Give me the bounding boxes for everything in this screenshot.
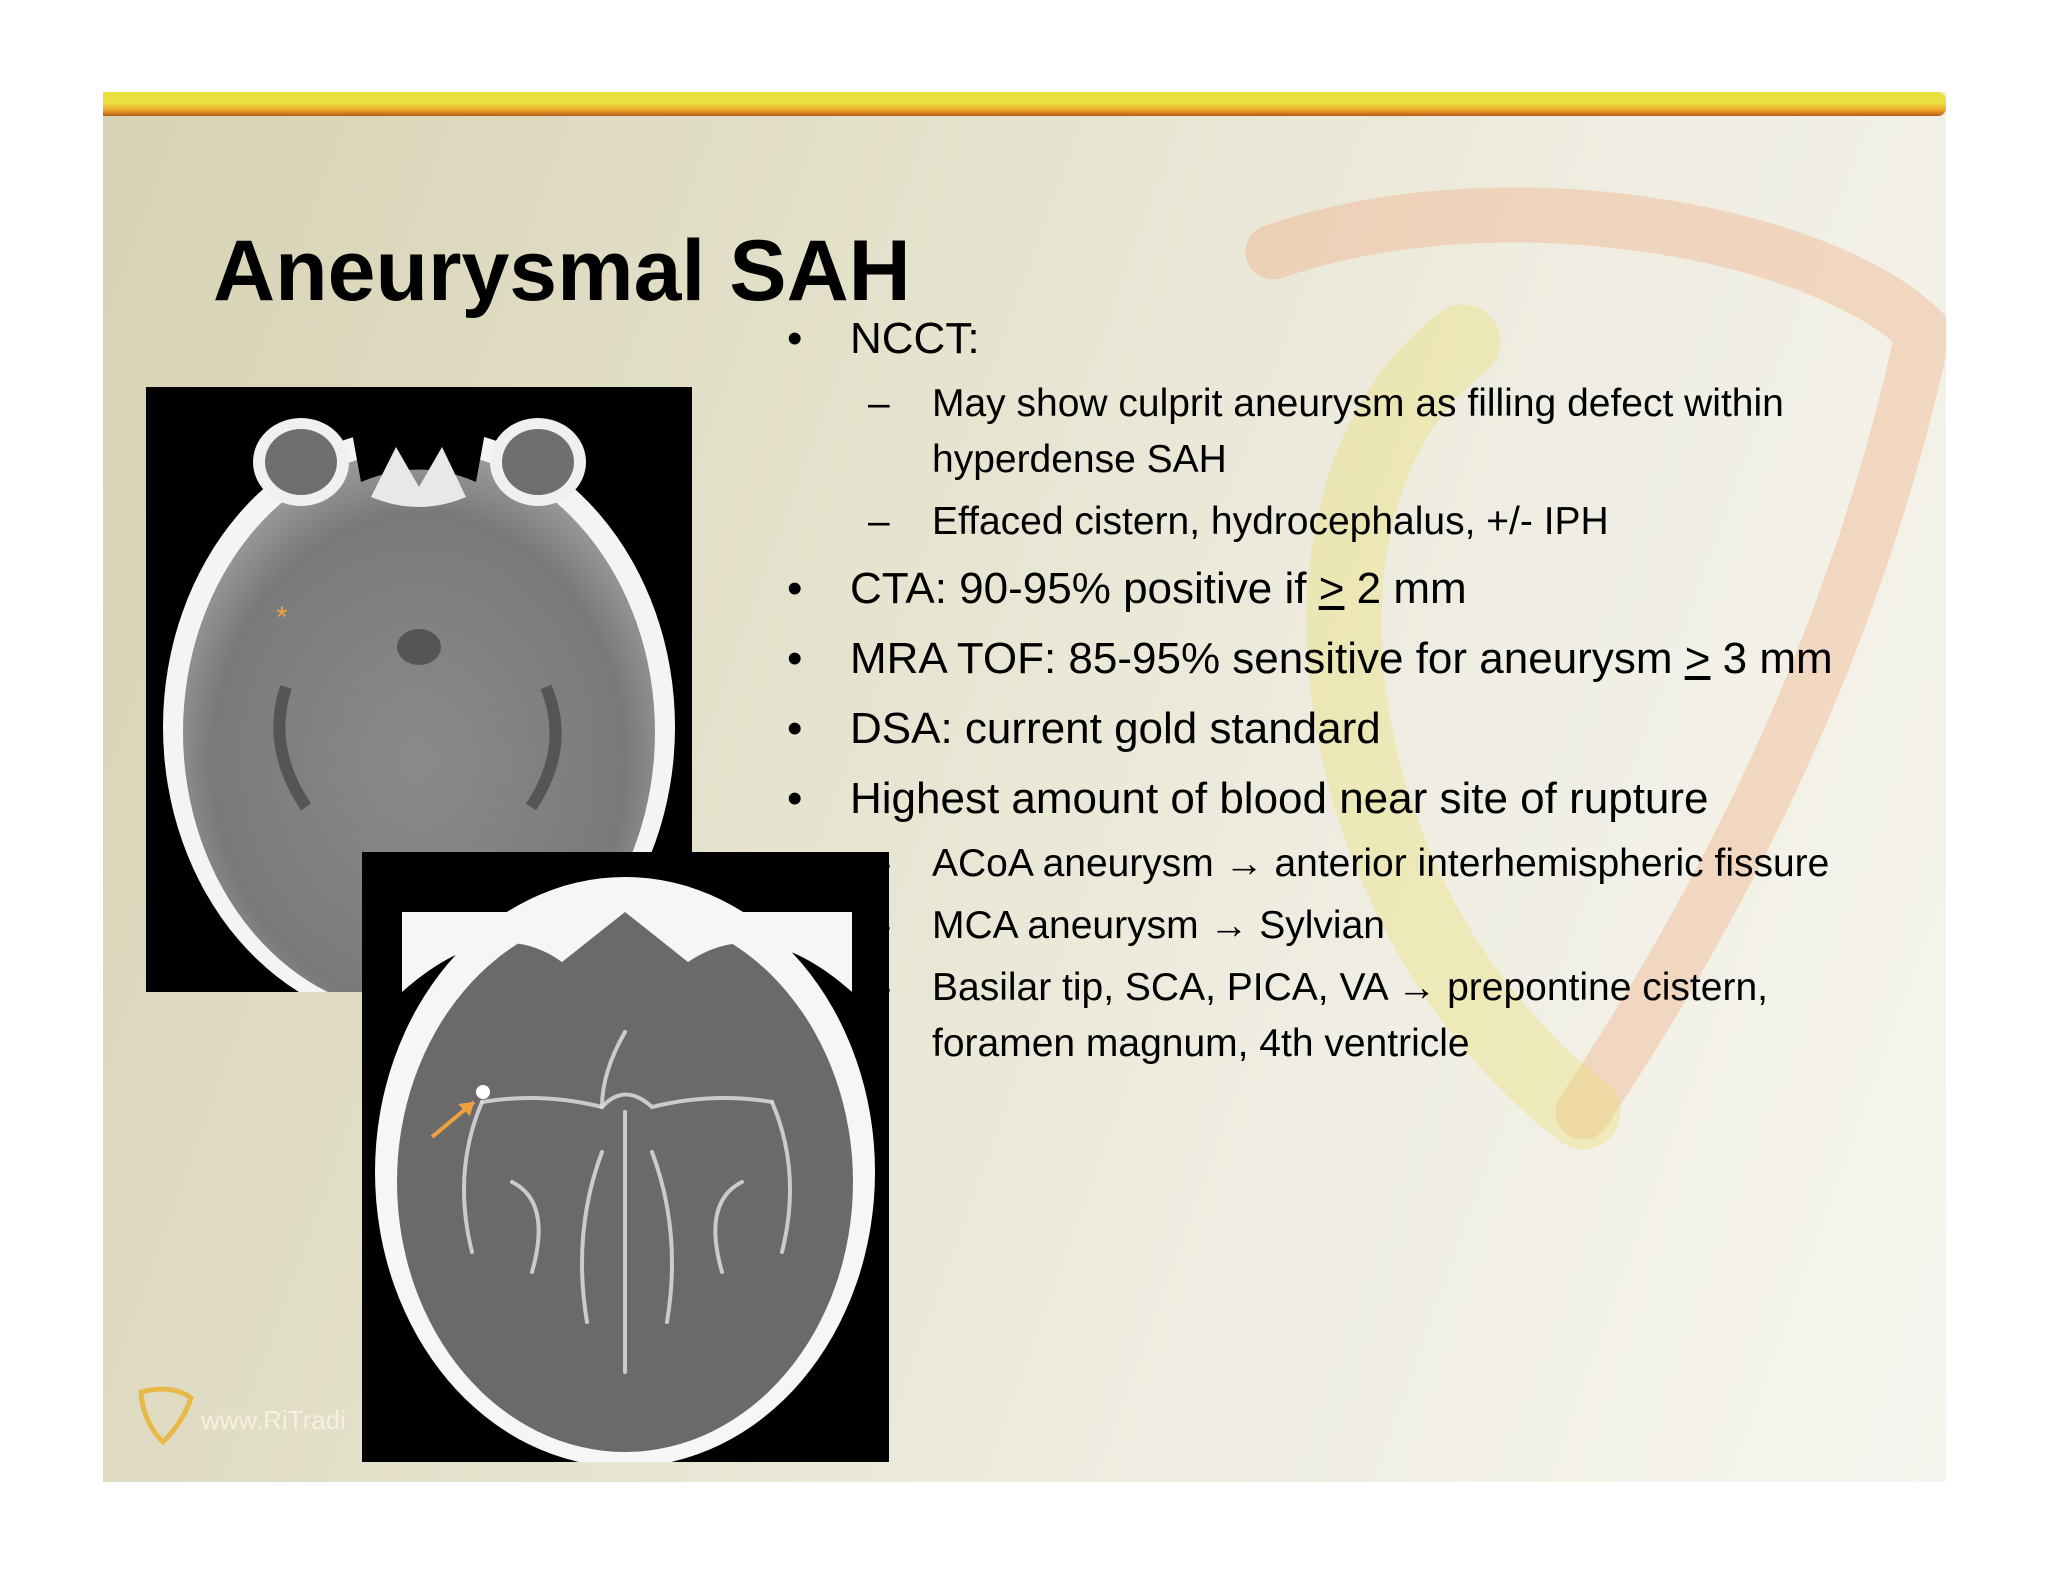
- dash-marker: –: [868, 904, 890, 947]
- sub-bullet-text: ACoA aneurysm → anterior interhemispheric fissure: [932, 842, 1830, 885]
- dash-marker: –: [868, 500, 890, 543]
- sub-bullet-mca: [780, 898, 1840, 954]
- sub-bullet-text: MCA aneurysm → Sylvian: [932, 904, 1385, 947]
- bullet-ncct: [780, 308, 1840, 370]
- bullet-marker: •: [787, 564, 803, 613]
- logo-text: www.RiTradi: [201, 1405, 346, 1435]
- asterisk-annotation: *: [276, 601, 288, 634]
- sub-bullet-text: Effaced cistern, hydrocephalus, +/- IPH: [932, 500, 1609, 543]
- bullet-text: MRA TOF: 85-95% sensitive for aneurysm > 3 mm: [850, 634, 1833, 683]
- top-accent-bar: [103, 92, 1946, 116]
- bullet-marker: •: [787, 774, 803, 823]
- sub-bullet-effaced-cistern: [780, 494, 1840, 550]
- bullet-text: CTA: 90-95% positive if > 2 mm: [850, 564, 1467, 613]
- dash-marker: –: [868, 842, 890, 885]
- sub-bullet-acoa: [780, 836, 1840, 892]
- slide-title: Aneurysmal SAH: [213, 223, 911, 319]
- bullet-text: DSA: current gold standard: [850, 704, 1381, 753]
- bullet-list: [780, 300, 1840, 1072]
- dash-marker: –: [868, 382, 890, 425]
- bullet-marker: •: [787, 704, 803, 753]
- sub-bullet-filling-defect: [780, 376, 1840, 488]
- bullet-mra-tof: [780, 628, 1840, 690]
- bullet-cta: [780, 558, 1840, 620]
- bullet-text: Highest amount of blood near site of rupture: [850, 774, 1709, 823]
- dash-marker: –: [868, 966, 890, 1009]
- sub-bullet-text: Basilar tip, SCA, PICA, VA → prepontine cistern, foramen magnum, 4th ventricle: [932, 966, 1768, 1065]
- bullet-highest-blood: [780, 768, 1840, 830]
- sub-bullet-basilar: [780, 960, 1840, 1072]
- sub-bullet-text: May show culprit aneurysm as filling defect within hyperdense SAH: [932, 382, 1784, 481]
- bullet-marker: •: [787, 314, 803, 363]
- bullet-marker: •: [787, 634, 803, 683]
- bullet-dsa: [780, 698, 1840, 760]
- bullet-text: NCCT:: [850, 314, 980, 363]
